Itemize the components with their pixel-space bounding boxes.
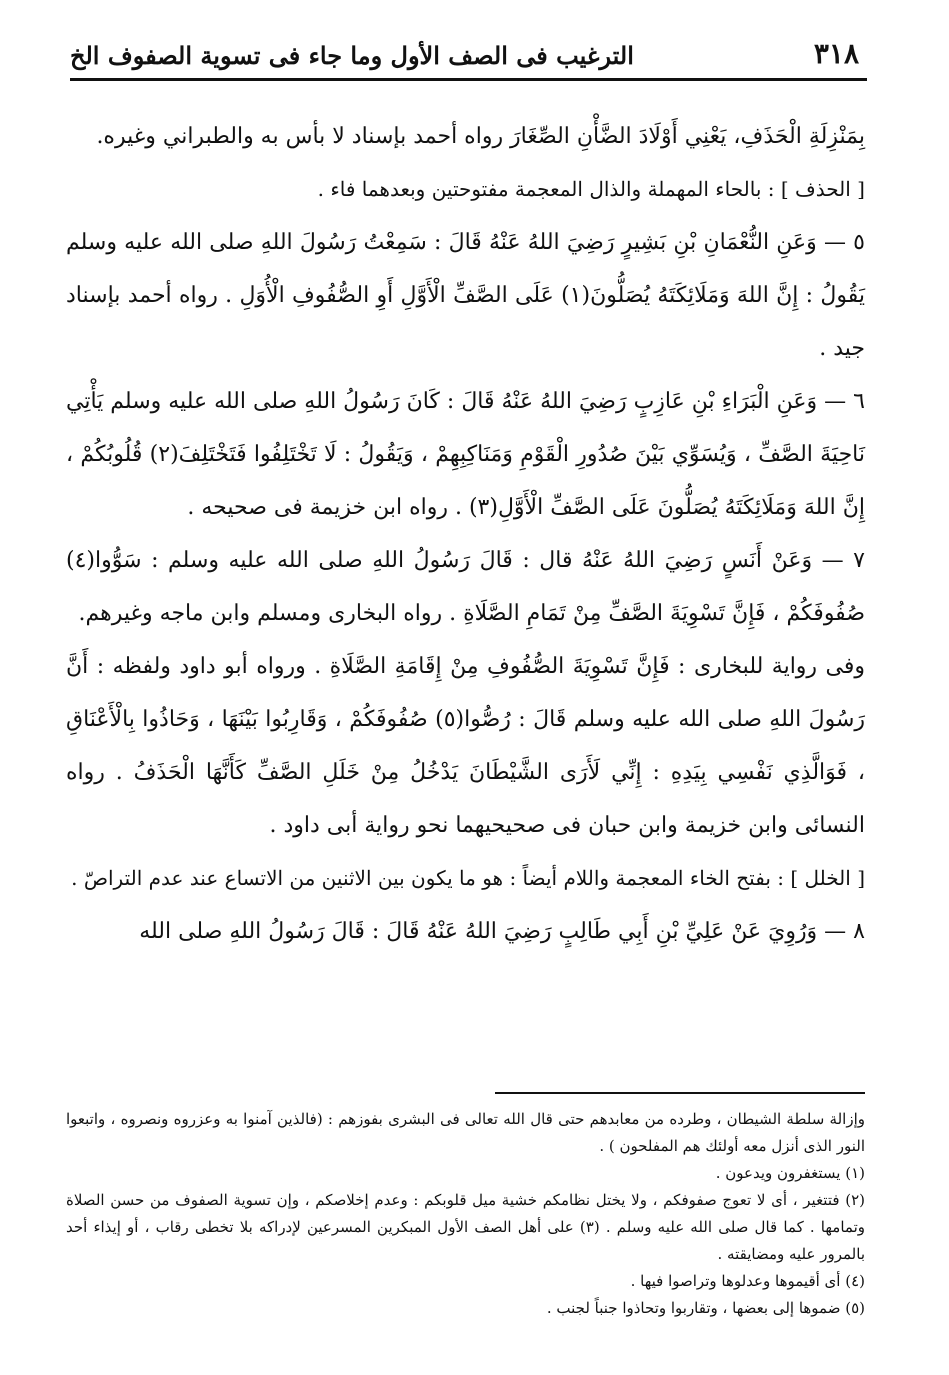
hadith-8: ٨ — وَرُوِيَ عَنْ عَلِيِّ بْنِ أَبِي طَالِبٍ رَضِيَ اللهُ عَنْهُ قَالَ : قَالَ رَسُولُ اللهِ صلى الله [139, 919, 865, 944]
footnote-5: (٥) ضموها إلى بعضها ، وتقاربوا وتحاذوا جنباً لجنب . [546, 1299, 865, 1317]
footnote-2-3: (٢) فتتغير ، أى لا تعوج صفوفكم ، ولا يختل نظامكم خشية ميل قلوبكم : وعدم إخلاصكم ، وإن تسوية الصفوف من حسن الصلاة وتمامها . كما قال صلى الله عليه وسلم . (٣) على أهل الصف الأول المبكرين المسرعين لإدراكه بلا تخطى رقاب ، أو إيذاء أحد بالمرور عليه ومضايقته . [66, 1191, 865, 1263]
header-rule [70, 78, 867, 81]
running-title: الترغيب فى الصف الأول وما جاء فى تسوية الصفوف الخ [70, 41, 634, 70]
paragraph-continuation: بِمَنْزِلَةِ الْحَذَفِ، يَعْنِي أَوْلَادَ الضَّأْنِ الصِّغَارَ رواه أحمد بإسناد لا بأس به والطبراني وغيره. [96, 124, 865, 149]
hadith-7-riwaya: وفى رواية للبخارى : فَإِنَّ تَسْوِيَةَ الصُّفُوفِ مِنْ إِقَامَةِ الصَّلَاةِ . ورواه أبو داود ولفظه : أَنَّ رَسُولَ اللهِ صلى الله عليه وسلم قَالَ : رُصُّوا(٥) صُفُوفَكُمْ ، وَقَارِبُوا بَيْنَهَا ، وَحَاذُوا بِالْأَعْنَاقِ ، فَوَالَّذِي نَفْسِي بِيَدِهِ : إِنِّي لَأَرَى الشَّيْطَانَ يَدْخُلُ مِنْ خَلَلِ الصَّفِّ كَأَنَّهَا الْحَذَفُ . رواه النسائى وابن خزيمة وابن حبان فى صحيحيهما نحو رواية أبى داود . [66, 654, 866, 838]
main-text [66, 110, 865, 958]
page-number: ٣١٨ [813, 37, 859, 70]
page-header [70, 30, 859, 70]
footnotes [66, 1106, 865, 1322]
hadith-7: ٧ — وَعَنْ أَنَسٍ رَضِيَ اللهُ عَنْهُ قال : قَالَ رَسُولُ اللهِ صلى الله عليه وسلم : سَوُّوا(٤) صُفُوفَكُمْ ، فَإِنَّ تَسْوِيَةَ الصَّفِّ مِنْ تَمَامِ الصَّلَاةِ . رواه البخارى ومسلم وابن ماجه وغيرهم. [66, 548, 865, 626]
footnote-rule [495, 1092, 865, 1094]
hadith-5: ٥ — وَعَنِ النُّعْمَانِ بْنِ بَشِيرٍ رَضِيَ اللهُ عَنْهُ قَالَ : سَمِعْتُ رَسُولَ اللهِ صلى الله عليه وسلم يَقُولُ : إِنَّ اللهَ وَمَلَائِكَتَهُ يُصَلُّونَ(١) عَلَى الصَّفِّ الْأَوَّلِ أَوِ الصُّفُوفِ الْأُوَلِ . رواه أحمد بإسناد جيد . [66, 230, 865, 361]
footnote-4: (٤) أى أقيموها وعدلوها وتراصوا فيها . [630, 1272, 865, 1290]
gloss-hadhaf: [ الحذف ] : بالحاء المهملة والذال المعجمة مفتوحتين وبعدهما فاء . [317, 177, 865, 201]
gloss-khalal: [ الخلل ] : بفتح الخاء المعجمة واللام أيضاً : هو ما يكون بين الاثنين من الاتساع عند عدم التراصّ . [71, 866, 865, 890]
footnote-continuation: وإزالة سلطة الشيطان ، وطرده من معابدهم حتى قال الله تعالى فى البشرى بفوزهم : (فالذين آمنوا به وعزروه ونصروه ، واتبعوا النور الذى أنزل معه أولئك هم المفلحون ) . [66, 1110, 865, 1155]
footnote-1: (١) يستغفرون ويدعون . [715, 1164, 865, 1182]
hadith-6: ٦ — وَعَنِ الْبَرَاءِ بْنِ عَازِبٍ رَضِيَ اللهُ عَنْهُ قَالَ : كَانَ رَسُولُ اللهِ صلى الله عليه وسلم يَأْتِي نَاحِيَةَ الصَّفِّ ، وَيُسَوِّي بَيْنَ صُدُورِ الْقَوْمِ وَمَنَاكِبِهِمْ ، وَيَقُولُ : لَا تَخْتَلِفُوا فَتَخْتَلِفَ(٢) قُلُوبُكُمْ ، إِنَّ اللهَ وَمَلَائِكَتَهُ يُصَلُّونَ عَلَى الصَّفِّ الْأَوَّلِ(٣) . رواه ابن خزيمة فى صحيحه . [66, 389, 865, 520]
